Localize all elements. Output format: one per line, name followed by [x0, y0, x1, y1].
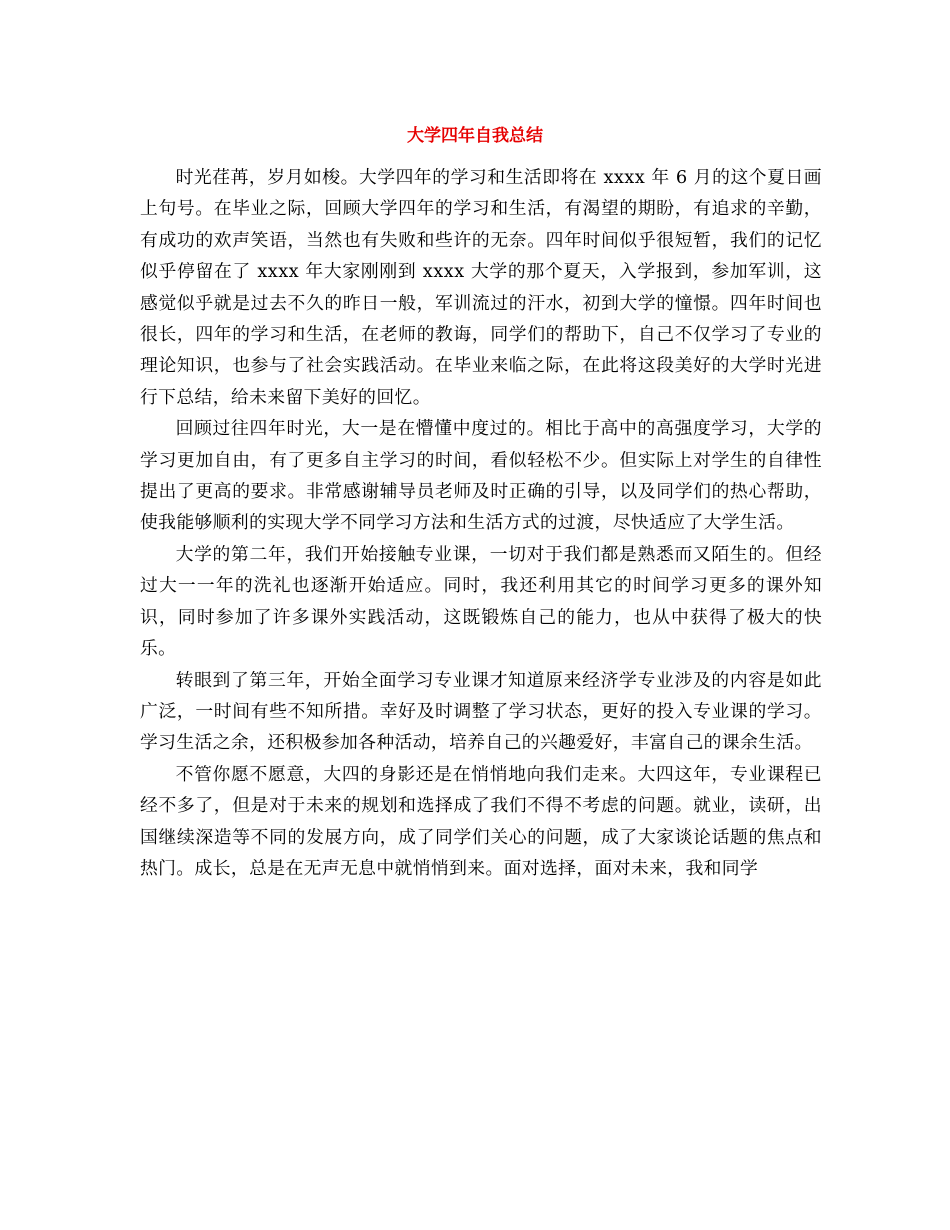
paragraph-second-year: 大学的第二年，我们开始接触专业课，一切对于我们都是熟悉而又陌生的。但经过大一一年的洗礼也逐渐开始适应。同时，我还利用其它的时间学习更多的课外知识，同时参加了许多课外实践活动，这既锻炼自己的能力，也从中获得了极大的快乐。: [140, 543, 822, 660]
paragraph-intro: 时光荏苒，岁月如梭。大学四年的学习和生活即将在 xxxx 年 6 月的这个夏日画上句号。在毕业之际，回顾大学四年的学习和生活，有渴望的期盼，有追求的辛勤，有成功的欢声笑语，当然也有失败和些许的无奈。四年时间似乎很短暂，我们的记忆似乎停留在了 xxxx 年大家刚刚到 xxxx 大学的那个夏天，入学报到，参加军训，这感觉似乎就是过去不久的昨日一般，军训流过的汗水，初到大学的憧憬。四年时间也很长，四年的学习和生活，在老师的教诲，同学们的帮助下，自己不仅学习了专业的理论知识，也参与了社会实践活动。在毕业来临之际，在此将这段美好的大学时光进行下总结，给未来留下美好的回忆。: [140, 167, 822, 408]
paragraph-third-year: 转眼到了第三年，开始全面学习专业课才知道原来经济学专业涉及的内容是如此广泛，一时间有些不知所措。幸好及时调整了学习状态，更好的投入专业课的学习。学习生活之余，还积极参加各种活动，培养自己的兴趣爱好，丰富自己的课余生活。: [140, 669, 822, 754]
document-title: 大学四年自我总结: [407, 126, 543, 146]
paragraph-fourth-year: 不管你愿不愿意，大四的身影还是在悄悄地向我们走来。大四这年，专业课程已经不多了，但是对于未来的规划和选择成了我们不得不考虑的问题。就业，读研，出国继续深造等不同的发展方向，成了同学们关心的问题，成了大家谈论话题的焦点和热门。成长，总是在无声无息中就悄悄到来。面对选择，面对未来，我和同学: [140, 763, 822, 879]
document-body: [140, 162, 822, 884]
paragraph-first-year: 回顾过往四年时光，大一是在懵懂中度过的。相比于高中的高强度学习，大学的学习更加自由，有了更多自主学习的时间，看似轻松不少。但实际上对学生的自律性提出了更高的要求。非常感谢辅导员老师及时正确的引导，以及同学们的热心帮助，使我能够顺利的实现大学不同学习方法和生活方式的过渡，尽快适应了大学生活。: [140, 418, 822, 534]
